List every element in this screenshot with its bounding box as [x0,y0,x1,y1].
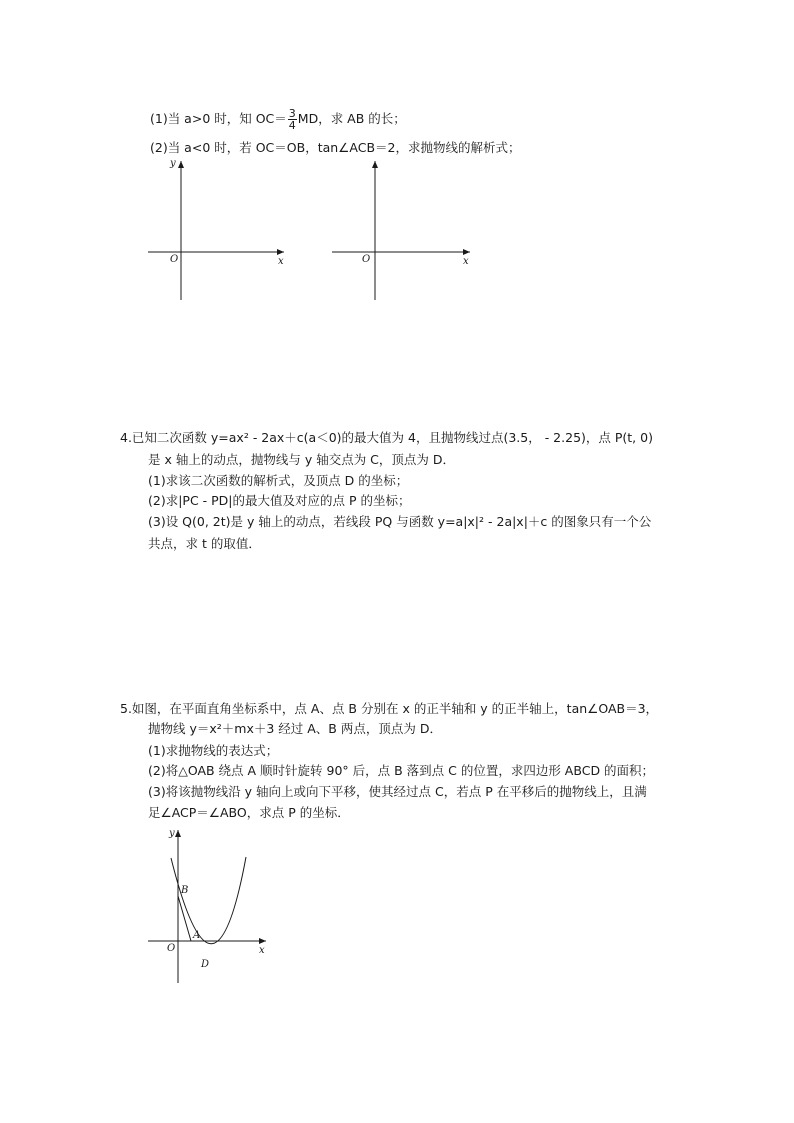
q3-part1-pre: (1)当 a>0 时，知 OC＝ [150,111,287,126]
x-axis-label: x [259,945,265,956]
x-axis-arrow-icon [259,938,266,944]
q4-part2: (2)求|PC - PD|的最大值及对应的点 P 的坐标； [148,493,411,508]
point-b-label: B [181,885,189,896]
y-axis-label: y [169,828,175,839]
fraction-denominator: 4 [288,119,296,132]
segment-ab [178,896,191,941]
y-axis-arrow-icon [175,830,181,837]
point-d-label: D [201,959,210,970]
q4-line6: 共点，求 t 的取值． [148,536,261,551]
origin-label: O [362,254,371,265]
fraction-numerator: 3 [288,107,296,120]
origin-label: O [170,254,179,265]
q5-line6: 足∠ACP＝∠ABO，求点 P 的坐标． [148,805,350,820]
origin-label: O [167,943,176,954]
q5-part2: (2)将△OAB 绕点 A 顺时针旋转 90° 后，点 B 落到点 C 的位置，求四边形 ABCD 的面积； [148,763,655,778]
q3-part1-post: MD，求 AB 的长； [297,111,406,126]
q4-line2: 是 x 轴上的动点，抛物线与 y 轴交点为 C，顶点为 D． [148,452,455,467]
parabola-curve [171,857,246,944]
q4-part1: (1)求该二次函数的解析式，及顶点 D 的坐标； [148,473,409,488]
y-axis-label: y [170,158,176,169]
point-a-label: A [193,930,201,941]
x-axis-label: x [278,256,284,267]
q4-line1: 4.已知二次函数 y=ax² - 2ax＋c(a＜0)的最大值为 4，且抛物线过点(3.5， - 2.25)，点 P(t, 0) [120,430,653,445]
q5-part1: (1)求抛物线的表达式； [148,743,279,758]
q3-part2: (2)当 a<0 时，若 OC＝OB，tan∠ACB＝2，求抛物线的解析式； [150,140,521,155]
q5-line1: 5.如图，在平面直角坐标系中，点 A、点 B 分别在 x 的正半轴和 y 的正半轴上，tan∠OAB＝3， [120,701,659,716]
q4-part3: (3)设 Q(0, 2t)是 y 轴上的动点，若线段 PQ 与函数 y=a|x|² - 2a|x|＋c 的图象只有一个公 [148,514,652,529]
q5-line2: 抛物线 y＝x²＋mx＋3 经过 A、B 两点，顶点为 D． [148,721,442,736]
q5-part3: (3)将该抛物线沿 y 轴向上或向下平移，使其经过点 C，若点 P 在平移后的抛物线上，且满 [148,784,647,799]
x-axis-label: x [463,256,469,267]
